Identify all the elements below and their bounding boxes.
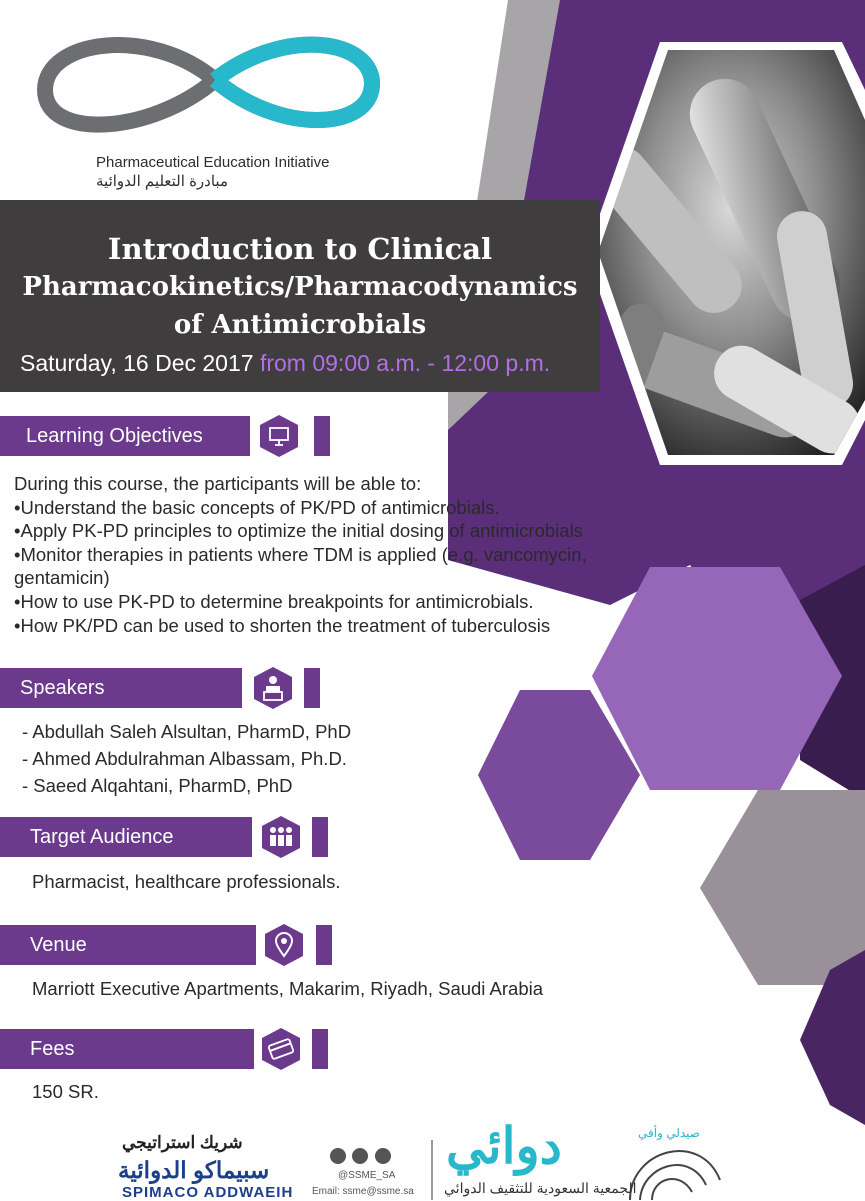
social-handle[interactable]: @SSME_SA	[338, 1170, 396, 1181]
presentation-board-icon	[256, 413, 302, 459]
objectives-heading: Learning Objectives	[26, 425, 203, 447]
twitter-icon[interactable]	[375, 1148, 391, 1164]
saydali-mark: صيدلي وأفي	[638, 1126, 700, 1140]
audience-heading: Target Audience	[30, 826, 174, 848]
venue-heading: Venue	[30, 934, 87, 956]
speaker-podium-icon	[250, 665, 296, 711]
objective-item: •Understand the basic concepts of PK/PD of antimicrobials.	[14, 496, 500, 518]
youtube-icon[interactable]	[352, 1148, 368, 1164]
speaker-item: - Saeed Alqahtani, PharmD, PhD	[22, 775, 293, 796]
society-fingerprint-mark	[630, 1151, 720, 1200]
audience-text: Pharmacist, healthcare professionals.	[32, 871, 341, 892]
speaker-item: - Abdullah Saleh Alsultan, PharmD, PhD	[22, 721, 352, 742]
fees-text: 150 SR.	[32, 1081, 99, 1102]
society-name-ar: الجمعية السعودية للتثقيف الدوائي	[444, 1180, 637, 1196]
event-date: Saturday, 16 Dec 2017	[20, 350, 254, 376]
venue-text: Marriott Executive Apartments, Makarim, Riyadh, Saudi Arabia	[32, 978, 544, 999]
speakers-list	[22, 718, 351, 799]
objective-item: •Monitor therapies in patients where TDM is applied (e.g. vancomycin,	[14, 543, 587, 565]
partner-name-ar: سبيماكو الدوائية	[118, 1157, 270, 1183]
partner-name-en: SPIMACO ADDWAEIH	[122, 1184, 294, 1201]
speakers-heading: Speakers	[20, 677, 105, 699]
speaker-item: - Ahmed Abdulrahman Albassam, Ph.D.	[22, 748, 347, 769]
logo-name-en: Pharmaceutical Education Initiative	[96, 154, 330, 171]
partner-label: شريك استراتيجي	[122, 1133, 243, 1152]
event-title-line-3: of Antimicrobials	[173, 310, 427, 340]
venue-header-strip	[316, 925, 332, 965]
event-time: from 09:00 a.m. - 12:00 p.m.	[259, 350, 551, 376]
contact-email[interactable]: Email: ssme@ssme.sa	[312, 1186, 414, 1197]
objective-item-continued: gentamicin)	[14, 567, 110, 589]
event-date-time	[20, 350, 550, 377]
gray-hex	[700, 790, 865, 985]
initiative-logo-mark	[45, 45, 372, 125]
fees-header-strip	[312, 1029, 328, 1069]
audience-header-strip	[312, 817, 328, 857]
objective-item: •How PK/PD can be used to shorten the treatment of tuberculosis	[14, 614, 551, 636]
credit-card-icon	[258, 1026, 304, 1072]
event-title-line-2: Pharmacokinetics/Pharmacodynamics	[22, 272, 578, 302]
objectives-list	[14, 472, 587, 637]
speakers-header-strip	[304, 668, 320, 708]
logo-name-ar: مبادرة التعليم الدوائية	[96, 173, 228, 190]
objective-item: •How to use PK-PD to determine breakpoints for antimicrobials.	[14, 590, 534, 612]
location-pin-icon	[261, 922, 307, 968]
society-logo-mark: دوائي	[446, 1118, 562, 1174]
objective-item: •Apply PK-PD principles to optimize the initial dosing of antimicrobials	[14, 520, 583, 542]
event-title-line-1: Introduction to Clinical	[107, 232, 493, 266]
audience-group-icon	[258, 814, 304, 860]
fees-heading: Fees	[30, 1038, 75, 1060]
snapchat-icon[interactable]	[330, 1148, 346, 1164]
objectives-intro: During this course, the participants will be able to:	[14, 473, 422, 494]
social-icons-row	[330, 1148, 391, 1169]
objectives-header-strip	[314, 416, 330, 456]
